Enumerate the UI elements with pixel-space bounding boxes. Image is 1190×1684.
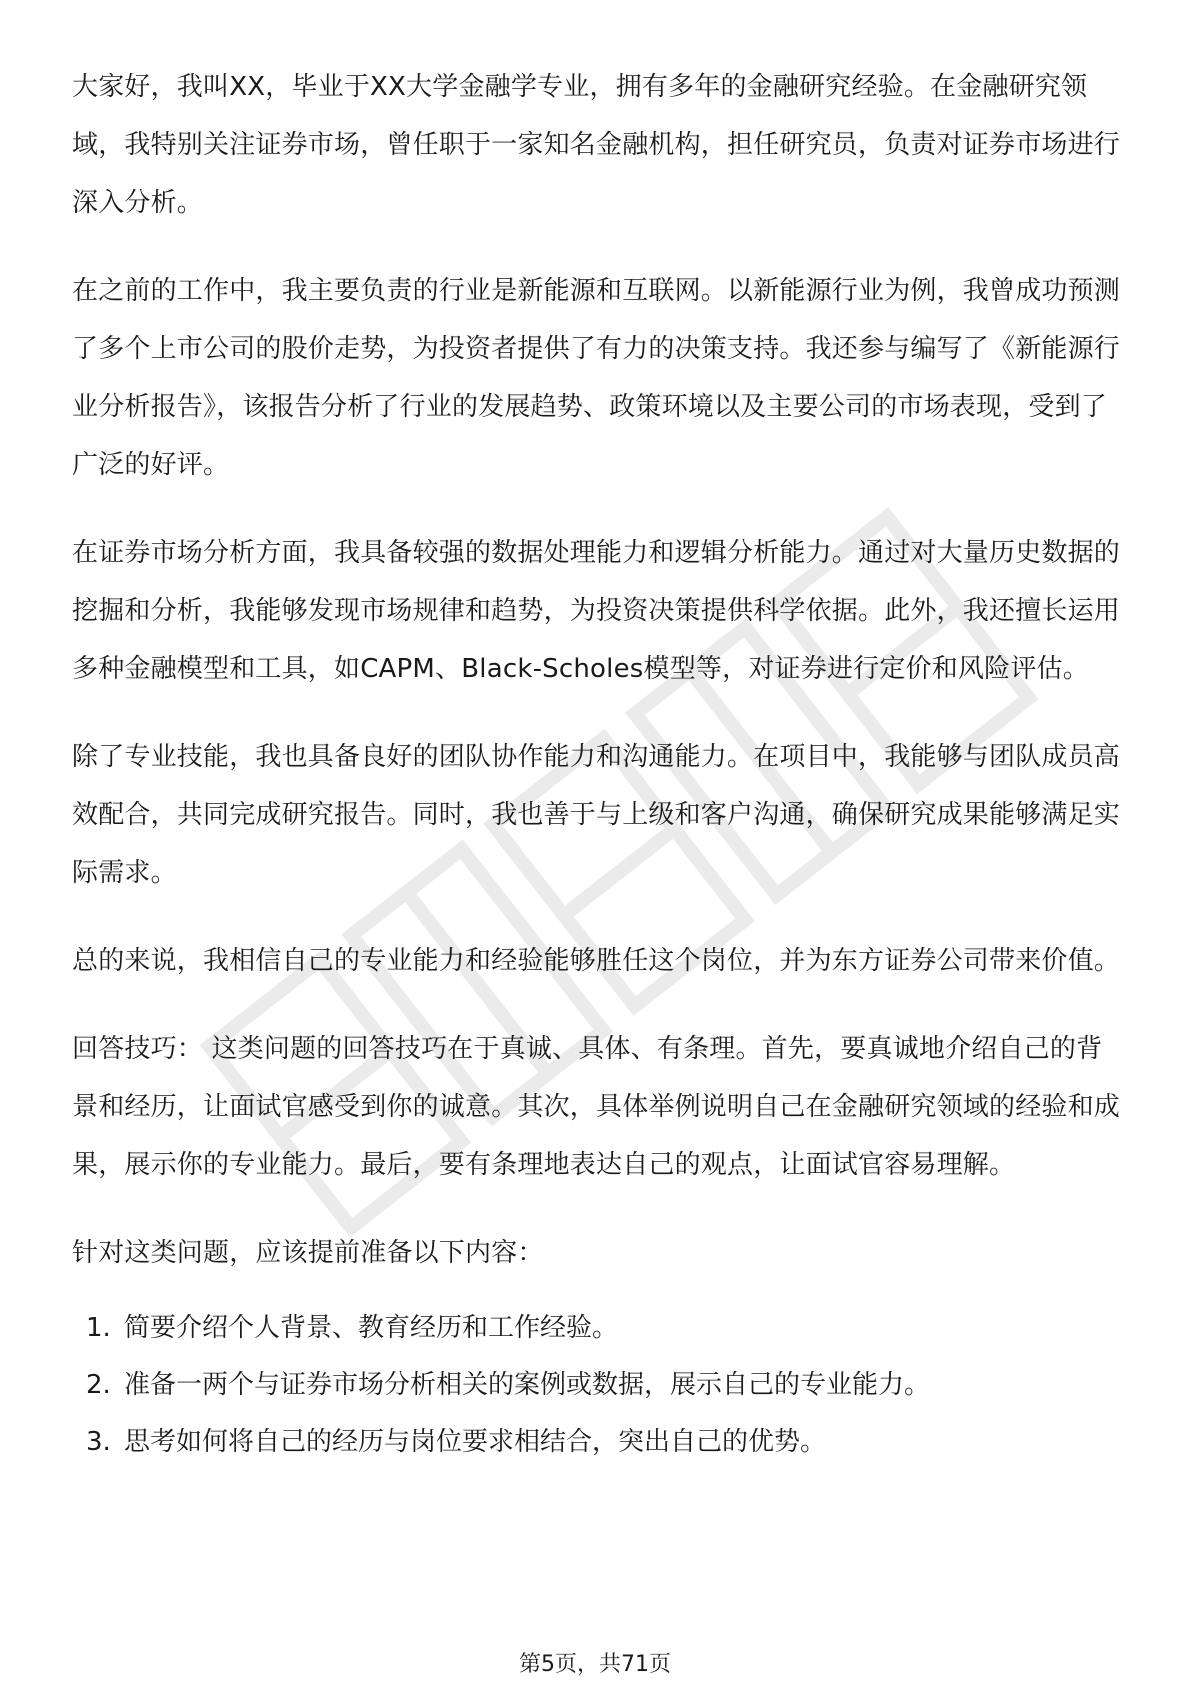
paragraph-teamwork: 除了专业技能，我也具备良好的团队协作能力和沟通能力。在项目中，我能够与团队成员高效配合，共同完成研究报告。同时，我也善于与上级和客户沟通，确保研究成果能够满足实际需求。	[72, 742, 1121, 888]
list-item-number: 3.	[86, 1427, 111, 1457]
list-item-text: 思考如何将自己的经历与岗位要求相结合，突出自己的优势。	[124, 1427, 827, 1457]
list-item	[72, 1357, 1122, 1414]
list-item-text: 准备一两个与证券市场分析相关的案例或数据，展示自己的专业能力。	[124, 1370, 931, 1400]
paragraph-summary: 总的来说，我相信自己的专业能力和经验能够胜任这个岗位，并为东方证券公司带来价值。	[72, 946, 1121, 976]
list-item-number: 2.	[86, 1370, 111, 1400]
paragraph-experience: 在之前的工作中，我主要负责的行业是新能源和互联网。以新能源行业为例，我曾成功预测了多个上市公司的股价走势，为投资者提供了有力的决策支持。我还参与编写了《新能源行业分析报告》，该报告分析了行业的发展趋势、政策环境以及主要公司的市场表现，受到了广泛的好评。	[72, 276, 1121, 480]
document-body	[72, 58, 1122, 1471]
list-item-text: 简要介绍个人背景、教育经历和工作经验。	[124, 1313, 619, 1343]
list-item-number: 1.	[86, 1313, 111, 1343]
page-number-footer: 第5页，共71页	[519, 1652, 671, 1677]
list-item	[72, 1300, 1122, 1357]
list-item	[72, 1414, 1122, 1471]
paragraph-answer-tips: 回答技巧： 这类问题的回答技巧在于真诚、具体、有条理。首先，要真诚地介绍自己的背景和经历，让面试官感受到你的诚意。其次，具体举例说明自己在金融研究领域的经验和成果，展示你的专业能力。最后，要有条理地表达自己的观点，让面试官容易理解。	[72, 1034, 1121, 1180]
paragraph-analysis-skills: 在证券市场分析方面，我具备较强的数据处理能力和逻辑分析能力。通过对大量历史数据的挖掘和分析，我能够发现市场规律和趋势，为投资决策提供科学依据。此外，我还擅长运用多种金融模型和工具，如CAPM、Black-Scholes模型等，对证券进行定价和风险评估。	[72, 538, 1121, 684]
preparation-list	[72, 1300, 1122, 1471]
paragraph-intro: 大家好，我叫XX，毕业于XX大学金融学专业，拥有多年的金融研究经验。在金融研究领域，我特别关注证券市场，曾任职于一家知名金融机构，担任研究员，负责对证券市场进行深入分析。	[72, 72, 1121, 218]
paragraph-preparation-intro: 针对这类问题，应该提前准备以下内容：	[72, 1238, 544, 1268]
